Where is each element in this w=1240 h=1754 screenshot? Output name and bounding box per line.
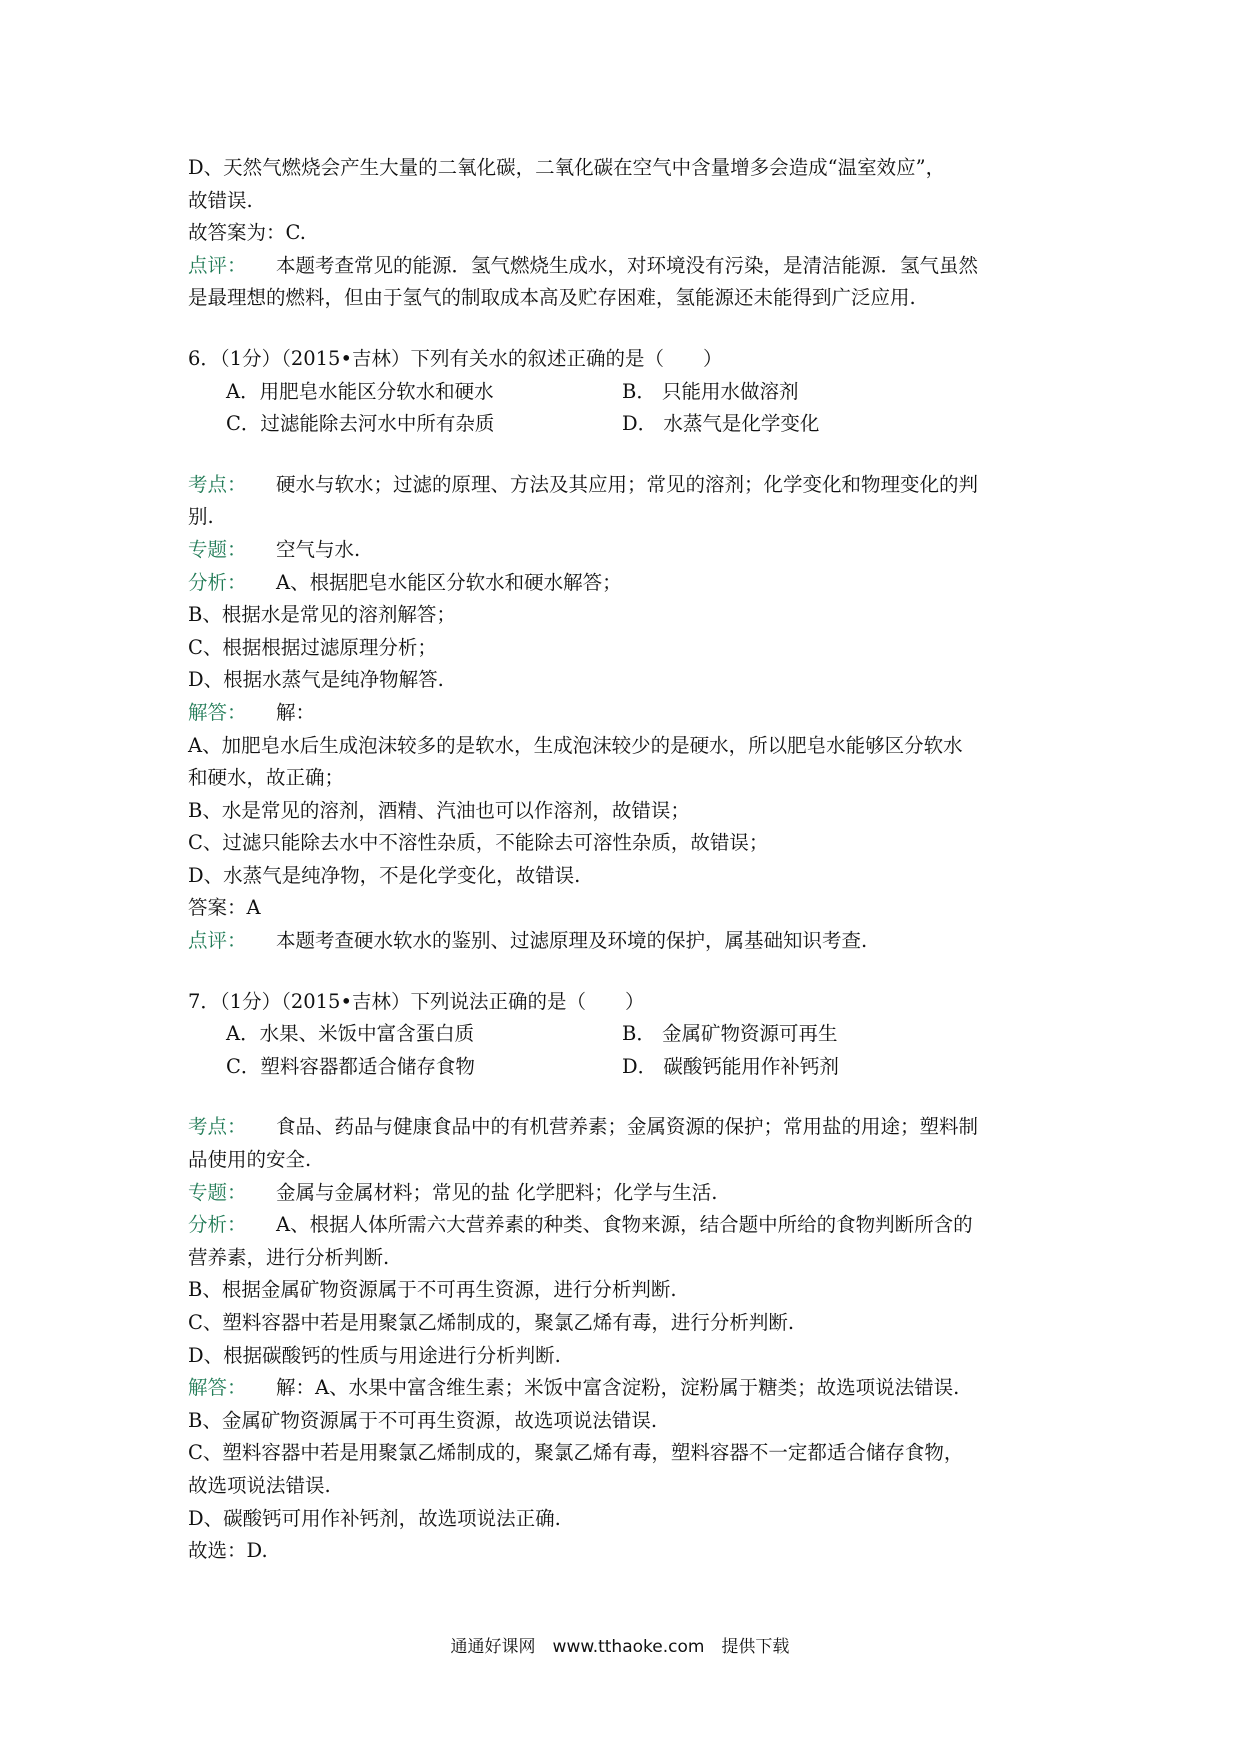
q7-options	[188, 1018, 1068, 1083]
fenxi-text: A、根据人体所需六大营养素的种类、食物来源，结合题中所给的食物判断所含的	[276, 1213, 973, 1237]
jieda-label: 解答：	[188, 1376, 247, 1400]
q7-fenxi-line: C、塑料容器中若是用聚氯乙烯制成的，聚氯乙烯有毒，进行分析判断.	[188, 1311, 795, 1334]
q6-fenxi	[188, 567, 1068, 600]
q6-jieda-line: D、水蒸气是纯净物，不是化学变化，故错误.	[188, 863, 581, 887]
fenxi-label: 分析：	[188, 1213, 247, 1237]
q6-option-a: A．用肥皂水能区分软水和硬水	[226, 379, 494, 403]
q6-option-d: D． 水蒸气是化学变化	[622, 412, 820, 436]
q6-options	[188, 376, 1068, 441]
zhuanti-text: 空气与水.	[276, 537, 361, 561]
q6-jieda-line: 和硬水，故正确；	[188, 766, 345, 790]
q6-option-c: C．过滤能除去河水中所有杂质	[226, 412, 495, 436]
q6-zhuanti	[188, 534, 1068, 567]
q6-jieda-line: A、加肥皂水后生成泡沫较多的是软水，生成泡沫较少的是硬水，所以肥皂水能够区分软水	[188, 733, 963, 757]
q7-fenxi-line: 营养素，进行分析判断.	[188, 1245, 390, 1269]
q6-fenxi-line: B、根据水是常见的溶剂解答；	[188, 603, 456, 627]
q7-stem: 7．（1分）（2015•吉林）下列说法正确的是（ ）	[188, 989, 645, 1013]
dianping-text: 本题考查硬水软水的鉴别、过滤原理及环境的保护，属基础知识考查.	[276, 929, 868, 953]
kaodian-text: 硬水与软水；过滤的原理、方法及其应用；常见的溶剂；化学变化和物理变化的判	[276, 472, 979, 496]
q7-jieda-line: 故选项说法错误.	[188, 1473, 331, 1497]
intro-answer: 故答案为：C.	[188, 221, 306, 245]
comment-text: 本题考查常见的能源．氢气燃烧生成水，对环境没有污染，是清洁能源．氢气虽然	[276, 253, 979, 277]
q6-kaodian	[188, 469, 1068, 502]
q7-fenxi-line: B、根据金属矿物资源属于不可再生资源，进行分析判断.	[188, 1278, 677, 1302]
jieda-text: 解：	[276, 700, 316, 724]
comment-label: 点评：	[188, 253, 247, 277]
intro-d-line2: 故错误.	[188, 188, 253, 212]
fenxi-label: 分析：	[188, 570, 247, 594]
q7-jieda-line: D、碳酸钙可用作补钙剂，故选项说法正确.	[188, 1506, 561, 1530]
q7-kaodian-line2: 品使用的安全.	[188, 1148, 312, 1172]
q6-kaodian-line2: 别.	[188, 505, 214, 529]
fenxi-text: A、根据肥皂水能区分软水和硬水解答；	[276, 570, 622, 594]
zhuanti-text: 金属与金属材料；常见的盐 化学肥料；化学与生活.	[276, 1180, 718, 1204]
q7-option-d: D． 碳酸钙能用作补钙剂	[622, 1054, 839, 1078]
q7-jieda-line: C、塑料容器中若是用聚氯乙烯制成的，聚氯乙烯有毒，塑料容器不一定都适合储存食物，	[188, 1441, 964, 1465]
q7-zhuanti	[188, 1177, 1068, 1210]
zhuanti-label: 专题：	[188, 1180, 247, 1204]
page-footer: 通通好课网 www.tthaoke.com 提供下载	[450, 1637, 790, 1657]
document-page	[188, 152, 1068, 1568]
q6-dianping	[188, 925, 1068, 958]
kaodian-label: 考点：	[188, 1115, 247, 1139]
q7-kaodian	[188, 1111, 1068, 1144]
q7-answer: 故选：D.	[188, 1539, 268, 1563]
kaodian-label: 考点：	[188, 472, 247, 496]
q6-fenxi-line: C、根据根据过滤原理分析；	[188, 635, 437, 659]
intro-comment-line2: 是最理想的燃料，但由于氢气的制取成本高及贮存困难，氢能源还未能得到广泛应用.	[188, 286, 916, 310]
q7-fenxi-line: D、根据碳酸钙的性质与用途进行分析判断.	[188, 1343, 561, 1367]
jieda-text: 解：A、水果中富含维生素；米饭中富含淀粉，淀粉属于糖类；故选项说法错误.	[276, 1376, 960, 1400]
intro-comment	[188, 250, 1068, 283]
q7-option-c: C．塑料容器都适合储存食物	[226, 1054, 475, 1078]
q6-fenxi-line: D、根据水蒸气是纯净物解答.	[188, 668, 444, 692]
q6-jieda	[188, 697, 1068, 730]
kaodian-text: 食品、药品与健康食品中的有机营养素；金属资源的保护；常用盐的用途；塑料制	[276, 1115, 979, 1139]
intro-d-line1: D、天然气燃烧会产生大量的二氧化碳，二氧化碳在空气中含量增多会造成“温室效应”，	[188, 156, 946, 179]
q7-jieda	[188, 1372, 1068, 1405]
jieda-label: 解答：	[188, 700, 247, 724]
q7-option-a: A．水果、米饭中富含蛋白质	[226, 1022, 475, 1046]
q6-stem: 6．（1分）（2015•吉林）下列有关水的叙述正确的是（ ）	[188, 346, 723, 370]
q7-option-b: B． 金属矿物资源可再生	[622, 1022, 838, 1046]
zhuanti-label: 专题：	[188, 537, 247, 561]
q6-answer: 答案：A	[188, 896, 261, 920]
dianping-label: 点评：	[188, 929, 247, 953]
q7-fenxi	[188, 1209, 1068, 1242]
q6-option-b: B． 只能用水做溶剂	[622, 379, 799, 403]
q6-jieda-line: C、过滤只能除去水中不溶性杂质，不能除去可溶性杂质，故错误；	[188, 831, 769, 855]
q6-jieda-line: B、水是常见的溶剂，酒精、汽油也可以作溶剂，故错误；	[188, 798, 690, 822]
q7-jieda-line: B、金属矿物资源属于不可再生资源，故选项说法错误.	[188, 1408, 658, 1432]
